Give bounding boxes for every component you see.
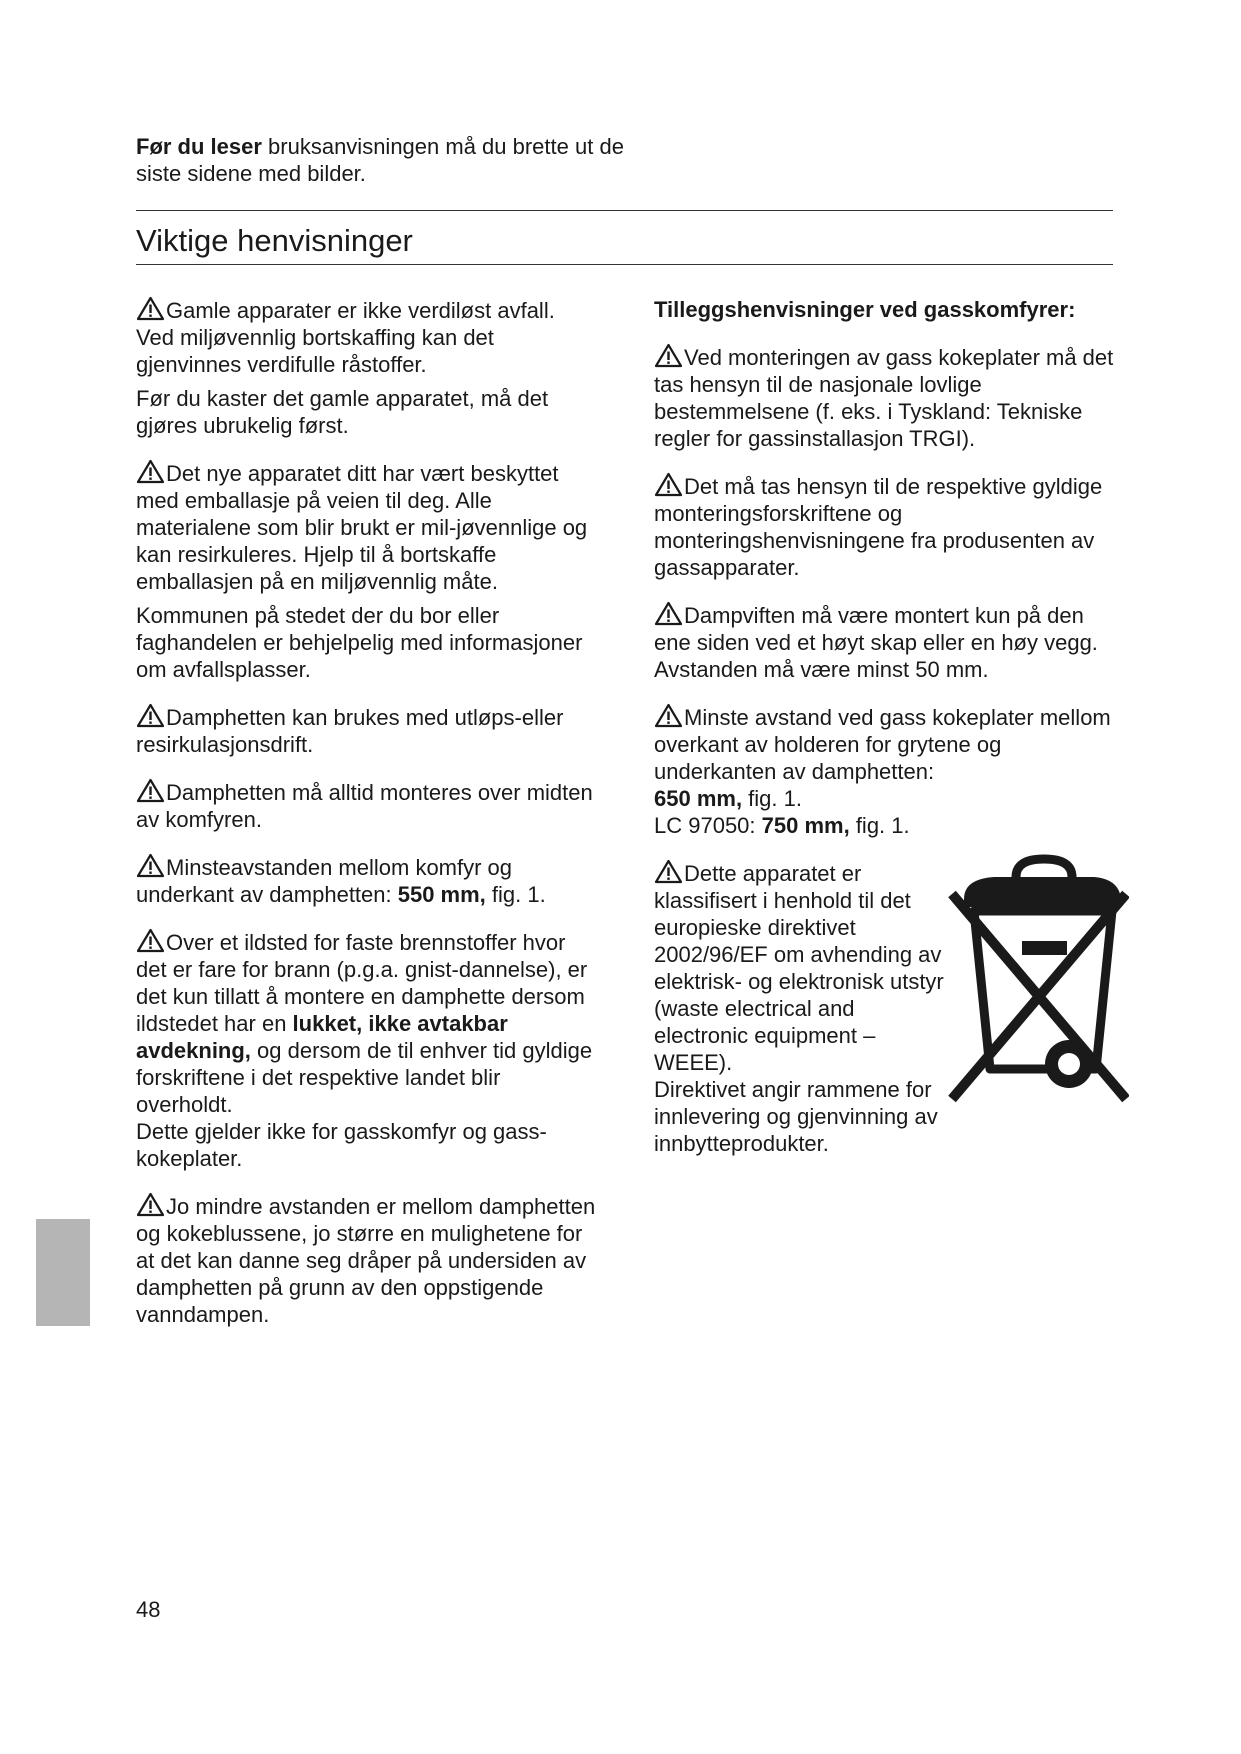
left-para-1 [136,296,596,378]
weee-block [654,859,1114,1157]
intro-rest: bruksanvisningen må du brette ut de siste sidene med bilder. [136,134,624,186]
left-para-8-end: og dersom de til enhver tid gyldige forskriftene i det respektive landet blir overholdt. [136,1038,593,1117]
intro-text [136,133,656,187]
warning-icon [136,778,165,803]
warning-icon [136,459,165,484]
right-para-4-line-2 [654,812,1114,839]
left-column [136,296,596,1328]
crossed-out-wheelie-bin-icon [944,849,1129,1104]
right-para-3-text: Dampviften må være montert kun på den ene siden ved et høyt skap eller en høy vegg. Avstanden må være minst 50 mm. [654,603,1098,682]
right-para-4-line-1 [654,785,1114,812]
right-para-4-fig-1: fig. 1. [742,786,802,811]
left-para-1-text: Gamle apparater er ikke verdiløst avfall. Ved miljøvennlig bortskaffing kan det gjenvinnes verdifulle råstoffer. [136,298,555,377]
warning-icon [136,703,165,728]
right-para-4-text: Minste avstand ved gass kokeplater mellom overkant av holderen for grytene og underkanten av damphetten: [654,705,1111,784]
right-para-2 [654,472,1114,581]
gas-distance-value: 650 mm, [654,786,743,811]
right-para-5-text: Dette apparatet er klassifisert i henhold til det europieske direktivet 2002/96/EF om avhending av elektrisk- og elektronisk utstyr (waste electrical and electronic equipment – WEEE). [654,861,944,1075]
warning-icon [654,859,683,884]
warning-icon [654,601,683,626]
left-para-7-text: Minsteavstanden mellom komfyr og underkant av damphetten: [136,855,513,907]
left-para-7-fig: fig. 1. [485,882,546,907]
model-distance-value: 750 mm, [761,813,850,838]
warning-icon [654,703,683,728]
sidebar-tab [36,1219,90,1326]
left-para-6 [136,778,596,833]
page-number: 48 [136,1597,161,1622]
left-para-9-text: Jo mindre avstanden er mellom damphetten og kokeblussene, jo større en mulighetene for at det kan danne seg dråper på undersiden av damphetten på grunn av den oppstigende vanndampen. [136,1194,596,1327]
left-para-5 [136,703,596,758]
top-divider [136,210,1113,211]
right-para-1-text: Ved monteringen av gass kokeplater må det tas hensyn til de nasjonale lovlige bestemmelsene (f. eks. i Tyskland: Tekniske regler for gassinstallasjon TRGI). [654,345,1114,451]
right-para-5 [654,859,954,1076]
intro-bold: Før du leser [136,134,262,159]
right-para-1 [654,343,1114,452]
warning-icon [136,853,165,878]
right-para-2-text: Det må tas hensyn til de respektive gyldige monteringsforskriftene og monteringshenvisningene fra produsenten av gassapparater. [654,474,1103,580]
warning-icon [136,928,165,953]
right-para-4-fig-2: fig. 1. [849,813,910,838]
left-para-8b: Dette gjelder ikke for gasskomfyr og gass-kokeplater. [136,1119,547,1171]
warning-icon [654,472,683,497]
title-divider [136,264,1113,265]
gas-section-heading: Tilleggshenvisninger ved gasskomfyrer: [654,297,1076,322]
left-para-3 [136,459,596,595]
right-para-3 [654,601,1114,683]
min-distance-value: 550 mm, [397,882,486,907]
warning-icon [136,1192,165,1217]
warning-icon [136,296,165,321]
right-para-4 [654,703,1114,785]
warning-icon [654,343,683,368]
page-title: Viktige henvisninger [136,223,413,258]
model-label: LC 97050: [654,813,762,838]
left-para-8 [136,928,596,1118]
left-para-7 [136,853,596,908]
weee-text [654,859,954,1157]
left-para-6-text: Damphetten må alltid monteres over midten av komfyren. [136,780,593,832]
left-para-3-text: Det nye apparatet ditt har vært beskyttet med emballasje på veien til deg. Alle materialene som blir brukt er mil-jøvennlige og kan resirkuleres. Hjelp til å bortskaffe emballasjen på en miljøvennlig måte. [136,461,588,594]
left-para-8-text: Over et ildsted for faste brennstoffer hvor det er fare for brann (p.g.a. gnist-dannelse), er det kun tillatt å montere en damphette dersom ildstedet har en [136,930,588,1036]
left-para-8-bold: lukket, ikke avtakbar avdekning, [136,1011,508,1063]
left-para-2: Før du kaster det gamle apparatet, må det gjøres ubrukelig først. [136,386,549,438]
left-para-4: Kommunen på stedet der du bor eller faghandelen er behjelpelig med informasjoner om avfallsplasser. [136,603,583,682]
left-para-9 [136,1192,596,1328]
right-column [654,296,1114,1157]
left-para-5-text: Damphetten kan brukes med utløps-eller resirkulasjonsdrift. [136,705,564,757]
right-para-5b: Direktivet angir rammene for innlevering og gjenvinning av innbytteprodukter. [654,1077,938,1156]
